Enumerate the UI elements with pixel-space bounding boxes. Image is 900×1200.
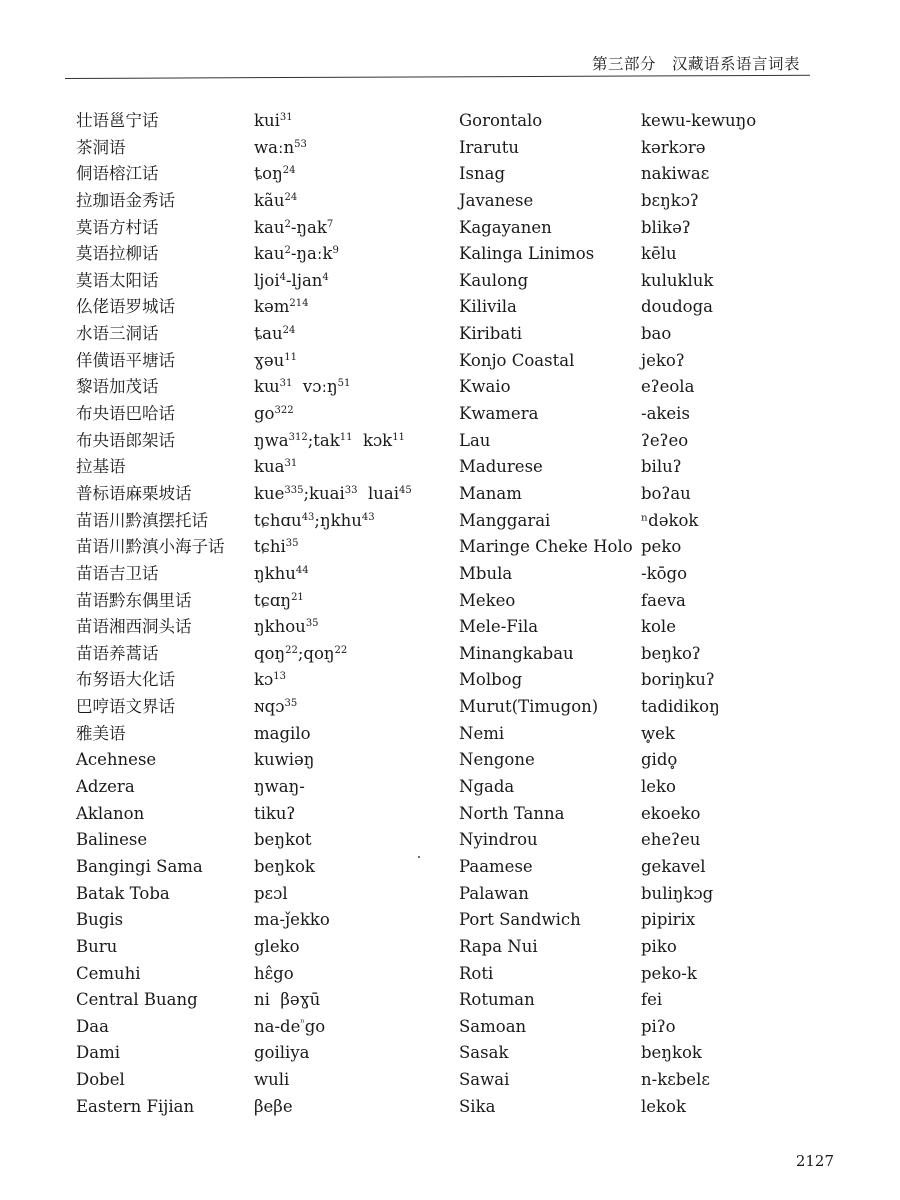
tone-number: 24 <box>282 325 296 337</box>
language-name: Rapa Nui <box>459 936 538 956</box>
form-text: go <box>254 404 275 424</box>
word-form <box>254 1094 444 1121</box>
form-text: tɕhɑu <box>254 510 302 530</box>
form-text: ŋwa <box>254 430 289 450</box>
language-name: 水语三洞话 <box>76 324 159 344</box>
language-name: Irarutu <box>459 137 520 157</box>
word-form <box>254 667 444 694</box>
language-name: Gorontalo <box>459 111 543 130</box>
language-name: Rotuman <box>459 990 535 1010</box>
word-form <box>254 481 444 508</box>
tone-number: 214 <box>289 298 309 310</box>
form-text: luai <box>357 483 400 503</box>
language-name: 普标语麻栗坡话 <box>76 483 192 503</box>
form-text: kɔ <box>254 670 274 690</box>
word-form: ekoeko <box>641 803 701 823</box>
language-name: Paamese <box>459 856 533 876</box>
word-form: peko-k <box>641 963 697 983</box>
language-name: Manggarai <box>459 510 551 530</box>
tone-number: 24 <box>282 165 296 177</box>
tone-number: 51 <box>337 378 351 390</box>
word-form: leko <box>641 777 676 797</box>
language-name: 壮语邕宁话 <box>76 111 159 130</box>
tone-number: 21 <box>291 591 304 603</box>
form-text: tɕhi <box>254 537 286 557</box>
tone-number: ⁿ <box>300 1017 305 1029</box>
language-name: Eastern Fijian <box>76 1096 195 1116</box>
word-form <box>254 401 444 428</box>
language-name: Kaulong <box>459 270 529 290</box>
language-name: Manam <box>459 483 522 503</box>
form-text: beŋkot <box>254 830 312 850</box>
form-text: vɔːŋ <box>292 377 338 397</box>
language-name: Mbula <box>459 563 513 583</box>
form-text: hɛ̂go <box>254 963 294 983</box>
word-form <box>254 108 444 135</box>
form-text: kɯ <box>254 377 280 397</box>
form-text: ŋkhou <box>254 617 306 637</box>
tone-number: 4 <box>279 271 286 283</box>
form-text: kau <box>254 244 285 264</box>
language-name: Isnag <box>459 164 506 184</box>
header-rule <box>65 75 810 79</box>
running-header: 第三部分 汉藏语系语言词表 <box>591 55 800 73</box>
language-name: Murut(Timugon) <box>459 697 599 717</box>
language-name: Palawan <box>459 883 529 903</box>
word-form <box>254 508 444 535</box>
language-name: Sika <box>459 1096 496 1116</box>
form-text: wuli <box>254 1070 290 1090</box>
tone-number: 31 <box>284 458 298 470</box>
word-form: kulukluk <box>641 270 714 290</box>
language-name: 苗语养蒿话 <box>76 643 159 663</box>
word-form: n-kɛbelɛ <box>641 1070 710 1090</box>
form-text: ;kuai <box>303 483 345 503</box>
form-text: -ŋaːk <box>290 244 333 264</box>
word-form <box>254 614 444 641</box>
language-name: Bangingi Sama <box>76 856 203 876</box>
word-form <box>254 721 444 748</box>
word-form: tadidikoŋ <box>641 697 720 717</box>
word-form: kole <box>641 617 676 637</box>
word-form <box>254 348 444 375</box>
form-text: go <box>304 1016 326 1036</box>
word-form: lekok <box>641 1096 686 1116</box>
word-form <box>254 215 444 242</box>
form-text: beŋkok <box>254 856 315 876</box>
word-form <box>254 881 444 908</box>
word-form: biluʔ <box>641 457 682 477</box>
language-name: Cemuhi <box>76 963 141 983</box>
word-form: peko <box>641 537 682 557</box>
language-name: Dobel <box>76 1070 125 1090</box>
language-name: Batak Toba <box>76 883 170 903</box>
language-name: Madurese <box>459 457 543 477</box>
form-text: ŋwaŋ- <box>254 777 305 797</box>
tone-number: 53 <box>294 138 307 150</box>
word-form <box>254 374 444 401</box>
word-form <box>254 774 444 801</box>
word-form: boriŋkuʔ <box>641 670 715 690</box>
word-form: ʔeʔeo <box>641 430 689 450</box>
form-text: βeβe <box>254 1096 293 1116</box>
form-text: ɣəu <box>254 350 285 370</box>
language-name: 莫语方村话 <box>76 217 159 237</box>
language-name: 苗语湘西洞头话 <box>76 617 192 637</box>
form-text: kue <box>254 483 285 503</box>
language-name: Maringe Cheke Holo <box>459 537 633 557</box>
word-form <box>254 827 444 854</box>
word-form <box>254 961 444 988</box>
form-text: ȶoŋ <box>254 164 283 184</box>
right-form-column <box>641 108 841 1120</box>
word-form: beŋkoʔ <box>641 643 701 663</box>
word-form: ⁿdəkok <box>641 510 699 530</box>
form-text: waːn <box>254 137 295 157</box>
language-name: Kwaio <box>459 377 511 397</box>
form-text: magilo <box>254 723 311 743</box>
word-form: beŋkok <box>641 1043 702 1063</box>
tone-number: 43 <box>361 511 375 523</box>
word-form <box>254 1040 444 1067</box>
word-form: kərkɔrə <box>641 137 706 157</box>
language-name: North Tanna <box>459 803 565 823</box>
word-form <box>254 588 444 615</box>
word-form <box>254 907 444 934</box>
form-text: pɛɔl <box>254 883 288 903</box>
language-name: Mele-Fila <box>459 617 539 637</box>
form-text: tɕɑŋ <box>254 590 292 610</box>
form-text: ȶau <box>254 324 283 344</box>
word-form: boʔau <box>641 483 691 503</box>
form-text: ŋkhu <box>254 563 296 583</box>
word-form <box>254 294 444 321</box>
language-name: 苗语黔东偶里话 <box>76 590 192 610</box>
word-form: doudoga <box>641 297 714 317</box>
word-form <box>254 801 444 828</box>
form-text: ɴqɔ <box>254 697 285 717</box>
form-text: ma-ȷ̌ekko <box>254 910 330 930</box>
tone-number: 13 <box>273 671 286 683</box>
form-text: kui <box>254 111 280 130</box>
language-name: Adzera <box>76 777 135 797</box>
word-form <box>254 161 444 188</box>
form-text: kəm <box>254 297 290 317</box>
word-form: blikəʔ <box>641 217 691 237</box>
tone-number: 35 <box>285 538 299 550</box>
language-name: 雅美语 <box>76 723 126 743</box>
tone-number: 2 <box>284 245 291 257</box>
word-form: faeva <box>641 590 686 610</box>
word-form <box>254 561 444 588</box>
word-form: buliŋkɔg <box>641 883 714 903</box>
language-name: Bugis <box>76 910 124 930</box>
word-form <box>254 321 444 348</box>
tone-number: 11 <box>339 431 353 443</box>
word-form: piʔo <box>641 1016 676 1036</box>
left-form-column <box>254 108 444 1120</box>
word-form <box>254 268 444 295</box>
tone-number: 2 <box>284 218 291 230</box>
tone-number: 45 <box>399 484 412 496</box>
word-form: gido̥ <box>641 750 678 770</box>
language-name: Kagayanen <box>459 217 552 237</box>
language-name: 黎语加茂话 <box>76 377 159 397</box>
form-text: -ŋak <box>290 217 327 237</box>
language-name: Aklanon <box>76 803 145 823</box>
form-text: goiliya <box>254 1043 310 1063</box>
word-form: jekoʔ <box>641 350 685 370</box>
word-form <box>254 188 444 215</box>
language-name: Konjo Coastal <box>459 350 575 370</box>
print-speck <box>418 856 420 858</box>
tone-number: 22 <box>285 644 298 656</box>
tone-number: 44 <box>295 564 309 576</box>
tone-number: 4 <box>322 271 329 283</box>
language-name: 拉基语 <box>76 457 126 477</box>
language-name: Sawai <box>459 1070 510 1090</box>
tone-number: 322 <box>274 405 294 417</box>
left-language-column <box>76 108 246 1120</box>
form-text: kɔk <box>352 430 393 450</box>
language-name: Buru <box>76 936 118 956</box>
language-name: Nemi <box>459 723 505 743</box>
language-name: 苗语川黔滇小海子话 <box>76 537 225 557</box>
language-name: 苗语吉卫话 <box>76 563 159 583</box>
tone-number: 43 <box>301 511 315 523</box>
language-name: 莫语太阳话 <box>76 270 159 290</box>
word-form <box>254 1014 444 1041</box>
word-form <box>254 641 444 668</box>
word-form <box>254 454 444 481</box>
word-form: -akeis <box>641 404 690 424</box>
form-text: ni βəɣū <box>254 990 321 1010</box>
tone-number: 31 <box>279 378 293 390</box>
language-name: 茶洞语 <box>76 137 126 157</box>
language-name: Acehnese <box>76 750 157 770</box>
language-name: Nengone <box>459 750 535 770</box>
word-form <box>254 135 444 162</box>
form-text: ;qoŋ <box>297 643 335 663</box>
language-name: 巴哼语文界话 <box>76 697 175 717</box>
language-name: Lau <box>459 430 491 450</box>
form-text: ;tak <box>307 430 340 450</box>
word-form: fei <box>641 990 663 1010</box>
language-name: Molbog <box>459 670 523 690</box>
tone-number: 24 <box>284 191 298 203</box>
word-form: pipirix <box>641 910 696 930</box>
word-form: eʔeola <box>641 377 695 397</box>
page-number: 2127 <box>795 1152 834 1170</box>
language-name: Daa <box>76 1016 109 1036</box>
word-form <box>254 241 444 268</box>
language-name: Minangkabau <box>459 643 574 663</box>
tone-number: 11 <box>392 431 405 443</box>
language-name: 布央语巴哈话 <box>76 404 175 424</box>
language-name: 拉珈语金秀话 <box>76 190 175 210</box>
language-name: Ngada <box>459 777 515 797</box>
word-form: gekavel <box>641 856 706 876</box>
form-text: -ljan <box>285 270 323 290</box>
form-text: na-de <box>254 1016 301 1036</box>
tone-number: 35 <box>284 698 298 710</box>
form-text: kau <box>254 217 285 237</box>
tone-number: 7 <box>326 218 334 230</box>
form-text: kuwiəŋ <box>254 750 315 770</box>
tone-number: 33 <box>344 484 358 496</box>
word-form <box>254 1067 444 1094</box>
language-name: 布努语大化话 <box>76 670 175 690</box>
language-name: Balinese <box>76 830 148 850</box>
word-form <box>254 428 444 455</box>
language-name: Samoan <box>459 1016 527 1036</box>
tone-number: 335 <box>284 484 304 496</box>
language-name: Kilivila <box>459 297 517 317</box>
word-form: nakiwaɛ <box>641 164 710 184</box>
language-name: Dami <box>76 1043 120 1063</box>
language-name: 莫语拉柳话 <box>76 244 159 264</box>
language-name: Kwamera <box>459 404 539 424</box>
word-form: w̥ek <box>641 723 675 743</box>
language-name: Mekeo <box>459 590 516 610</box>
language-name: 佯僙语平塘话 <box>76 350 175 370</box>
tone-number: 22 <box>334 644 348 656</box>
word-form: kēlu <box>641 244 677 264</box>
word-form <box>254 747 444 774</box>
word-form <box>254 987 444 1014</box>
language-name: Javanese <box>459 190 534 210</box>
word-form <box>254 534 444 561</box>
word-form <box>254 934 444 961</box>
language-name: 苗语川黔滇摆托话 <box>76 510 208 530</box>
word-form <box>254 694 444 721</box>
language-name: 布央语郎架话 <box>76 430 175 450</box>
word-form: kewu-kewuŋo <box>641 111 757 130</box>
word-form: -kōgo <box>641 563 688 583</box>
language-name: Kalinga Linimos <box>459 244 595 264</box>
form-text: qoŋ <box>254 643 286 663</box>
form-text: gleko <box>254 936 300 956</box>
word-form: piko <box>641 936 677 956</box>
language-name: Central Buang <box>76 990 198 1010</box>
form-text: ;ŋkhu <box>314 510 362 530</box>
word-form: eheʔeu <box>641 830 701 850</box>
language-name: 侗语榕江话 <box>76 164 159 184</box>
tone-number: 9 <box>332 245 339 257</box>
word-form: bɛŋkɔʔ <box>641 190 699 210</box>
right-language-column <box>459 108 639 1120</box>
language-name: Port Sandwich <box>459 910 581 930</box>
tone-number: 31 <box>279 112 293 123</box>
language-name: Kiribati <box>459 324 523 344</box>
form-text: kãu <box>254 190 285 210</box>
language-name: Roti <box>459 963 494 983</box>
word-form <box>254 854 444 881</box>
language-name: Nyindrou <box>459 830 538 850</box>
form-text: kua <box>254 457 285 477</box>
tone-number: 312 <box>288 431 308 443</box>
form-text: ljoi <box>254 270 280 290</box>
language-name: 仫佬语罗城话 <box>76 297 175 317</box>
tone-number: 11 <box>284 351 298 363</box>
form-text: tikuʔ <box>254 803 296 823</box>
language-name: Sasak <box>459 1043 509 1063</box>
word-form: bao <box>641 324 672 344</box>
tone-number: 35 <box>305 618 319 630</box>
